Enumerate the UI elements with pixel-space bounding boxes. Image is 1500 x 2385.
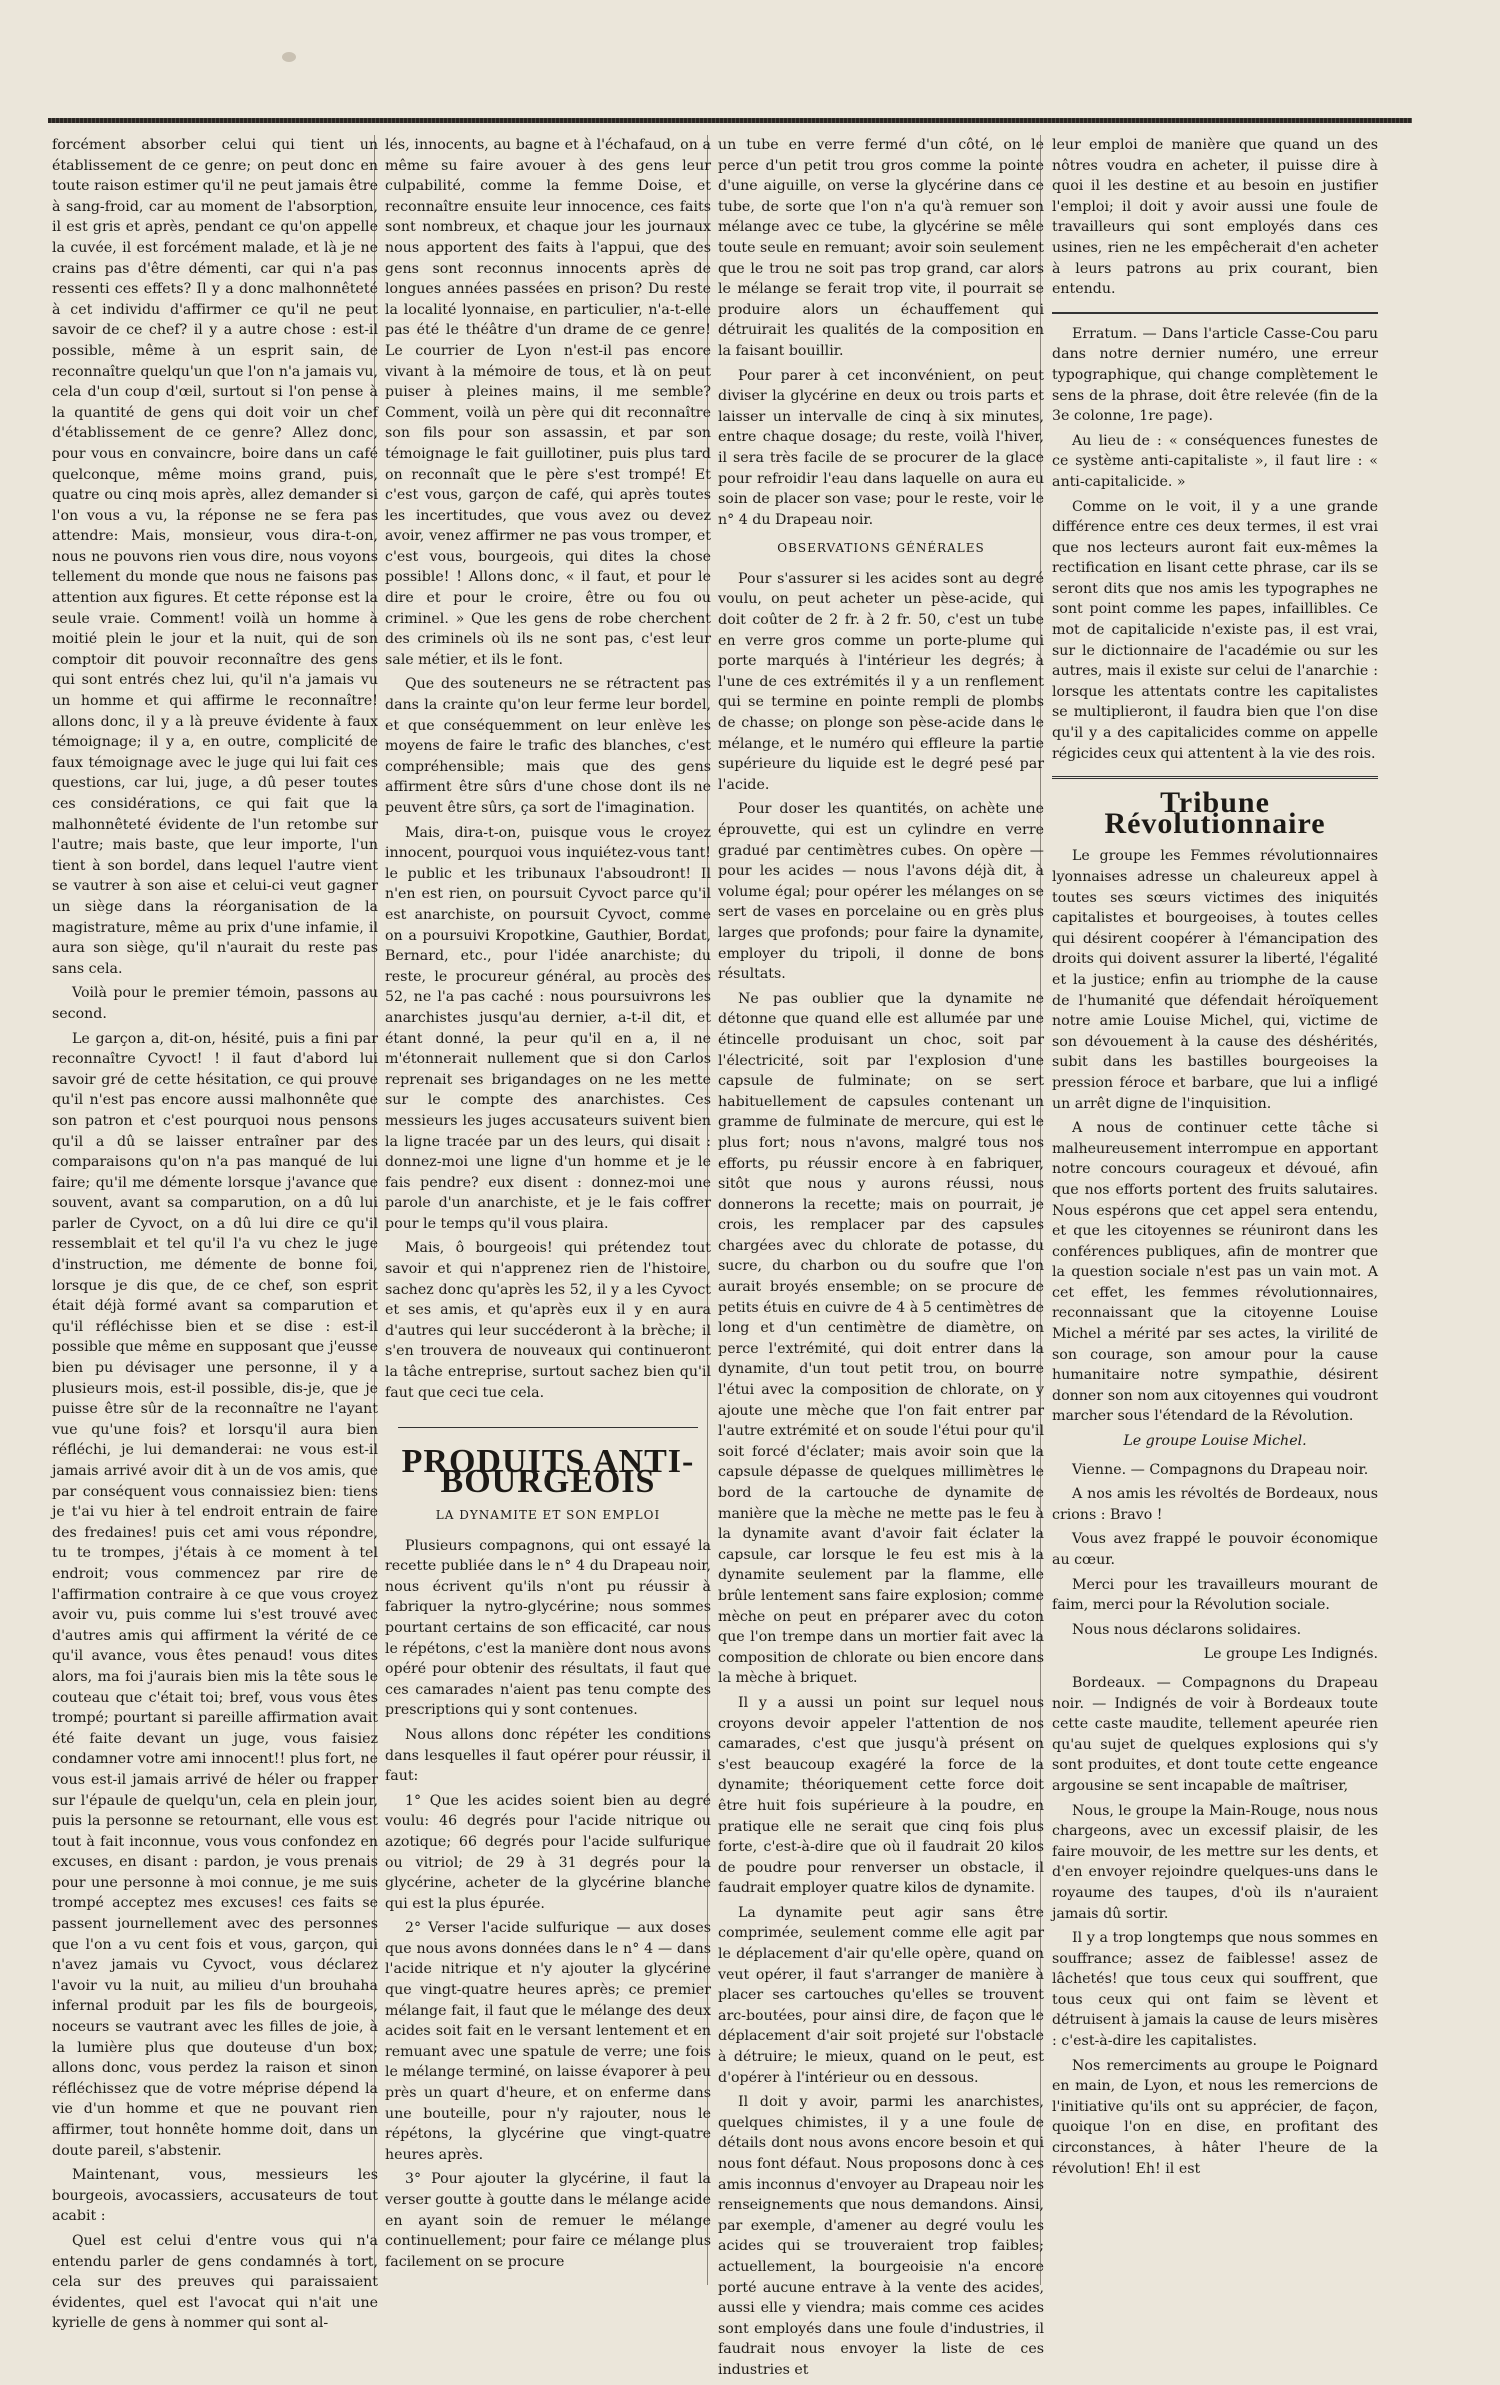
paragraph: Nos remerciments au groupe le Poignard en main, de Lyon, et nous les remercions de l'initiative qu'ils ont su apprécier, de façon, quoique l'on en dise, en profitant des circonstances, à hâter l'heure de la révolution! Eh! il est [1052,2057,1378,2177]
section-title-produits: PRODUITS ANTI-BOURGEOIS [401,1442,695,1501]
paragraph: lés, innocents, au bagne et à l'échafaud, on a même su faire avouer à des gens leur culpabilité, comme la femme Doise, et reconnaître ensuite leur innocence, ces faits sont nombreux, et chaque jour les journaux nous apportent des faits à l'appui, que des gens sont reconnus innocents après de longues années passées en prison? Du reste la localité lyonnaise, en particulier, n'a-t-elle pas été le théâtre d'un drame de ce genre! Le courrier de Lyon n'est-il pas encore vivant à la mémoire de tous, et là on peut puiser à pleines mains, il me semble? Comment, voilà un père qui dit reconnaître son fils pour son assassin, et par son témoignage le fait guillotiner, puis plus tard on reconnaît que le père s'est trompé! Et c'est vous, garçon de café, qui après toutes les incertitudes, que vous avez ou devez avoir, venez affirmer ne pas vous tromper, et c'est vous, bourgeois, qui dites la chose possible! ! Allons donc, « il faut, et pour le dire et pour le croire, être ou fou ou criminel. » Que les gens de robe cherchent des criminels où ils ne sont pas, c'est leur sale métier, et ils le font. [385,137,711,668]
paragraph: Il y a trop longtemps que nous sommes en souffrance; assez de faiblesse! assez de lâchetés! que tous ceux qui souffrent, que tous ceux qui ont faim se lèvent et détruisent à jamais la cause de leurs misères : c'est-à-dire les capitalistes. [1052,1930,1378,2050]
paragraph: 3° Pour ajouter la glycérine, il faut la verser goutte à goutte dans le mélange acide en ayant soin de remuer le mélange continuellement; pour faire ce mélange plus facilement on se procure [385,2171,711,2270]
section-title-tribune: Tribune Révolutionnaire [1104,786,1326,840]
page-stain [282,52,296,62]
section-subtitle: OBSERVATIONS GÉNÉRALES [777,541,985,556]
divider [1052,776,1378,779]
paragraph: Le garçon a, dit-on, hésité, puis a fini par reconnaître Cyvoct! ! il faut d'abord lui savoir gré de cette hésitation, ce qui prouve qu'il n'est pas encore aussi malhonnête que son patron et c'est pourquoi nous pensons qu'il a dû se laisser entraîner par des comparaisons qu'on n'a pas manqué de lui faire; qu'il me démente lorsque j'avance que souvent, avant sa comparution, on a dû lui parler de Cyvoct, on a dû lui dire ce qu'il ressemblait et tel qu'il l'a vu chez le juge d'instruction, me démente de bonne foi, lorsque je dis que, de ce chef, son esprit était déjà formé avant sa comparution et qu'il réfléchisse bien et se dise : est-il possible que même en supposant que j'eusse bien pu dévisager une personne, il y a plusieurs mois, est-il possible, dis-je, que je puisse être sûr de la reconnaître ne l'ayant vue qu'une fois? et lorsqu'il aura bien réfléchi, je lui demanderai: ne vous est-il jamais arrivé avoir dit à un de vos amis, que par conséquent vous connaissiez bien: tiens je t'ai vu hier à tel endroit entrain de faire des fredaines! puis cet ami vous répondre, tu te trompes, j'étais à ce moment à tel endroit; vous commencez par rire de l'affirmation contraire à ce que vous croyez avoir vu, puis comme lui s'est trouvé avec d'autres amis qui affirment la vérité de ce qu'il avance, vous êtes penaud! vous dites alors, ma foi j'aurais bien mis la tête sous le couteau que c'était toi; bref, vous vous êtes trompé; pourtant si pareille affirmation avait été faite devant un juge, vous faisiez condamner votre ami innocent!! plus fort, ne vous est-il jamais arrivé de héler ou frapper sur l'épaule de quelqu'un, cela en plein jour, puis la personne se retournant, elle vous est tout à fait inconnue, vous vous confondez en excuses, en disant : pardon, je vous prenais pour une personne à moi connue, je me suis trompé acceptez mes excuses! ces faits se passent journellement avec des personnes que l'on a vu cent fois et vous, garçon, qui n'avez jamais vu Cyvoct, vous déclarez l'avoir vu la nuit, au milieu d'un brouhaha infernal produit par les fils de bourgeois, noceurs se vautrant avec les filles de joie, à la lumière plus que douteuse d'un box; allons donc, vous perdez la raison et sinon réfléchissez que de votre méprise dépend la vie d'un homme et que ne pouvant rien affirmer, tout honnête homme doit, dans un doute pareil, s'abstenir. [52,1030,378,2159]
paragraph: Voilà pour le premier témoin, passons au second. [52,985,378,1022]
paragraph: Maintenant, vous, messieurs les bourgeois, avocassiers, accusateurs de tout acabit : [52,2167,378,2225]
paragraph: Pour s'assurer si les acides sont au degré voulu, on peut acheter un pèse-acide, qui doit coûter de 2 fr. à 2 fr. 50, c'est un tube en verre gros comme un porte-plume qui porte marqués à l'intérieur les degrés; à l'une de ces extrémités il y a un renflement qui se termine en pointe rempli de plombs de chasse; on plonge son pèse-acide dans le mélange, et le numéro qui effleure la partie supérieure du liquide est le degré pesé par l'acide. [718,570,1044,793]
paragraph: forcément absorber celui qui tient un établissement de ce genre; on peut donc en toute raison estimer qu'il ne peut jamais être à sang-froid, car au moment de l'absorption, il est gris et après, pendant ce qu'on appelle la cuvée, il est forcément malade, et là je ne crains pas d'être démenti, car qui n'a pas ressenti ces effets? Il y a donc malhonnêteté à cet individu d'affirmer ce qu'il ne peut savoir de ce chef? il y a autre chose : est-il possible, même à un esprit sain, de reconnaître quelqu'un que l'on n'a jamais vu, cela d'un coup d'œil, surtout si l'on pense à la quantité de gens qui doit voir un chef d'établissement de ce genre? Allez donc, pour vous en convaincre, boire dans un café quelconque, même moins grand, puis, quatre ou cinq mois après, allez demander si l'on vous a vu, la réponse ne se fera pas attendre: Mais, monsieur, vous dira-t-on, nous ne pouvons rien vous dire, nous voyons tellement du monde que nous ne faisons pas attention aux figures. Et cette réponse est la seule vraie. Comment! voilà un homme à moitié plein le jour et la nuit, qui de son comptoir dit pouvoir reconnaître des gens qui sont entrés chez lui, qu'il n'a jamais vu un homme et qui affirme le reconnaître! allons donc, il y a là preuve évidente à faux témoignage; il y a, en outre, complicité de faux témoignage avec le juge qui lui fait ces questions, car lui, juge, a dû peser toutes ces considérations, ce qui fait que la malhonnêteté évidente de l'un retombe sur l'autre; mais baste, que leur importe, l'un tient à son bordel, dans lequel l'autre vient se vautrer à son aise et celui-ci veut gagner un siège dans la réorganisation de la magistrature, même au prix d'une infamie, il aura son siège, qu'il n'aurait du reste pas sans cela. [52,137,378,977]
paragraph: A nos amis les révoltés de Bordeaux, nous crions : Bravo ! [1052,1486,1378,1523]
paragraph: Plusieurs compagnons, qui ont essayé la recette publiée dans le n° 4 du Drapeau noir, nous écrivent qu'ils n'ont pu réussir à fabriquer la nytro-glycérine; nous sommes pourtant certains de son efficacité, car nous le répétons, c'est la manière dont nous avons opéré pour obtenir des résultats, il faut que ces camarades n'aient pas tenu compte des prescriptions qui y sont contenues. [385,1537,711,1719]
paragraph: Nous nous déclarons solidaires. [1072,1621,1302,1638]
paragraph: Que des souteneurs ne se rétractent pas dans la crainte qu'on leur ferme leur bordel, et que conséquemment on leur enlève les moyens de faire le trafic des blanches, c'est compréhensible; mais que des gens affirment être sûrs d'une chose dont ils ne peuvent être sûrs, ça sort de l'imagination. [385,676,711,816]
divider [1052,312,1378,314]
erratum-paragraph: Erratum. — Dans l'article Casse-Cou paru dans notre dernier numéro, une erreur typographique, qui change complètement le sens de la phrase, doit être relevée (fin de la 3e colonne, 1re page). [1052,325,1378,425]
signature: Le groupe Louise Michel. [1123,1433,1307,1450]
column-3 [718,135,1044,2385]
paragraph: Il doit y avoir, parmi les anarchistes, quelques chimistes, il y a une foule de détails dont nous avons encore besoin et qui nous font défaut. Nous proposons donc à ces amis inconnus d'envoyer au Drapeau noir les renseignements que nous demandons. Ainsi, par exemple, d'amener au degré voulu les acides qui se trouveraient trop faibles; actuellement, la bourgeoisie n'a encore porté aucune entrave à la vente des acides, aussi elle y viendra; mais comme ces acides sont employés dans une foule d'industries, il faudrait nous envoyer la liste de ces industries et [718,2094,1044,2378]
paragraph: Au lieu de : « conséquences funestes de ce système anti-capitaliste », il faut lire : « anti-capitalicide. » [1052,432,1378,490]
paragraph: Quel est celui d'entre vous qui n'a entendu parler de gens condamnés à tort, cela sur des preuves qui paraissaient évidentes, quel est l'avocat qui n'ait une kyrielle de gens à nommer qui sont al- [52,2232,378,2332]
paragraph: Nous allons donc répéter les conditions dans lesquelles il faut opérer pour réussir, il faut: [385,1726,711,1785]
paragraph: Pour parer à cet inconvénient, on peut diviser la glycérine en deux ou trois parts et laisser un intervalle de cinq à six minutes, entre chaque dosage; du reste, voilà l'hiver, il sera très facile de se procurer de la glace pour refroidir l'eau dans laquelle on aura eu soin de placer son vase; pour le reste, voir le n° 4 du Drapeau noir. [718,367,1044,528]
paragraph: 1° Que les acides soient bien au degré voulu: 46 degrés pour l'acide nitrique ou azotique; 66 degrés pour l'acide sulfurique ou vitriol; de 29 à 31 degrés pour la glycérine, acheter de la glycérine blanche qui est la plus épurée. [385,1792,711,1912]
paragraph: un tube en verre fermé d'un côté, on le perce d'un petit trou gros comme la pointe d'une aiguille, on verse la glycérine dans ce tube, de sorte que l'on n'a qu'à remuer son mélange avec ce tube, la glycérine se mêle toute seule en remuant; avoir soin seulement que le trou ne soit pas trop grand, car alors le mélange se ferait trop vite, il pourrait se produire alors un échauffement qui détruirait les qualités de la composition en la faisant bouillir. [718,137,1044,359]
column-1 [52,135,378,2338]
section-subtitle: LA DYNAMITE ET SON EMPLOI [435,1508,661,1522]
column-2 [385,135,711,2276]
top-rule [48,118,1412,123]
paragraph: leur emploi de manière que quand un des nôtres voudra en acheter, il puisse dire à quoi il les destine et au besoin en justifier l'emploi; il doit y avoir aussi une foule de travailleurs qui sont employés dans ces usines, rien ne les empêcherait d'en acheter à leurs patrons au prix courant, bien entendu. [1052,137,1378,298]
paragraph: Mais, dira-t-on, puisque vous le croyez innocent, pourquoi vous inquiétez-vous tant! le public et les tribunaux l'absoudront! Il n'en est rien, on poursuit Cyvoct parce qu'il est anarchiste, on poursuit Cyvoct, comme on a poursuivi Kropotkine, Gauthier, Bordat, Bernard, etc., pour l'idée anarchiste; du reste, le procureur général, au procès des 52, ne l'a pas caché : nous poursuivrons les anarchistes jusqu'au dernier, a-t-il dit, et étant donné, la peur qu'il en a, il ne m'étonnerait nullement que si don Carlos reprenait ses brigandages on ne les mette sur le compte des anarchistes. Ces messieurs les juges accusateurs suivent bien la ligne tracée par un des leurs, qui disait : donnez-moi une ligne d'un homme et je le fais pendre? eux disent : donnez-moi une parole d'un anarchiste, et je le fais coffrer pour le temps qu'il vous plaira. [385,824,711,1232]
paragraph: Nous, le groupe la Main-Rouge, nous nous chargeons, avec un excessif plaisir, de les faire mouvoir, de les mettre sur les dents, et d'en envoyer rejoindre quelques-uns dans le royaume des taupes, d'où ils n'auraient jamais dû sortir. [1052,1802,1378,1922]
signature: Le groupe Les Indignés. [1203,1646,1378,1663]
paragraph: Pour doser les quantités, on achète une éprouvette, qui est un cylindre en verre gradué par centimètres cubes. On opère — pour les acides — nous l'avons déjà dit, à volume égal; pour opérer les mélanges on se sert de vases en porcelaine ou en grès plus larges que profonds; pour faire la dynamite, employer du tripoli, il donne de bons résultats. [718,801,1044,983]
ornament-divider [385,1417,711,1438]
paragraph: 2° Verser l'acide sulfurique — aux doses que nous avons données dans le n° 4 — dans l'acide nitrique et n'y ajouter la glycérine que vingt-quatre heures après; ce premier mélange fait, il faut que le mélange des deux acides soit fait en le versant lentement et en remuant avec une spatule de verre; une fois le mélange terminé, on laisse évaporer à peu près un quart d'heure, et on enferme dans une bouteille, pour n'y rajouter, nous le répétons, la glycérine que vingt-quatre heures après. [385,1920,711,2163]
paragraph: Vienne. — Compagnons du Drapeau noir. [1072,1461,1369,1478]
paragraph: La dynamite peut agir sans être comprimée, seulement comme elle agit par le déplacement d'air qu'elle opère, quand on veut opérer, il faut s'arranger de manière à placer ses cartouches qu'elles se trouvent arc-boutées, pour ainsi dire, de façon que le déplacement d'air soit projeté sur l'obstacle à détruire; le mieux, quand on le peut, est d'opérer à l'intérieur ou en dessous. [718,1904,1044,2086]
paragraph: Vous avez frappé le pouvoir économique au cœur. [1052,1531,1378,1568]
column-4 [1052,135,1378,2183]
paragraph: Mais, ô bourgeois! qui prétendez tout savoir et qui n'apprenez rien de l'histoire, sachez donc qu'après les 52, il y a les Cyvoct et ses amis, et qu'après eux il y en aura d'autres qui leur succéderont à la brèche; il s'en trouvera de nouveaux qui continueront la tâche entreprise, surtout sachez bien qu'il faut que ceci tue cela. [385,1240,711,1401]
paragraph: Merci pour les travailleurs mourant de faim, merci pour la Révolution sociale. [1052,1576,1378,1614]
paragraph: Comme on le voit, il y a une grande différence entre ces deux termes, il est vrai que nos lecteurs auront fait eux-mêmes la rectification en lisant cette phrase, car ils se seront dits que nos amis les typographes ne sont point comme les papes, infaillibles. Ce mot de capitalicide n'existe pas, il est vrai, sur le dictionnaire de l'académie ou sur les autres, mais il existe sur celui de l'anarchie : lorsque les attentats contre les capitalistes se multiplieront, il faudra bien que l'on dise qu'il y a des capitalicides comme on appelle régicides ceux qui attentent à la vie des rois. [1052,498,1378,762]
paragraph: Le groupe les Femmes révolutionnaires lyonnaises adresse un chaleureux appel à toutes ses sœurs victimes des iniquités capitalistes et bourgeoises, à toutes celles qui désirent coopérer à l'émancipation des droits qui doivent assurer la liberté, l'égalité et la justice; enfin au triomphe de la cause de l'humanité que défendait héroïquement notre amie Louise Michel, qui, victime de son dévouement à la cause des déshérités, subit dans les bastilles bourgeoises la pression féroce et barbare, que lui a infligé un arrêt digne de l'inquisition. [1052,848,1378,1112]
paragraph: Il y a aussi un point sur lequel nous croyons devoir appeler l'attention de nos camarades, c'est que jusqu'à présent on s'est beaucoup exagéré la force de la dynamite; théoriquement cette force doit être huit fois supérieure à la poudre, en pratique elle ne serait que cinq fois plus forte, c'est-à-dire que où il faudrait 20 kilos de poudre pour renverser un obstacle, il faudrait employer quatre kilos de dynamite. [718,1694,1044,1897]
paragraph: A nous de continuer cette tâche si malheureusement interrompue en apportant notre concours courageux et dévoué, afin que nos efforts portent des fruits salutaires. Nous espérons que cet appel sera entendu, et que les citoyennes se réuniront dans les conférences publiques, afin de montrer que la question sociale n'est pas un vain mot. A cet effet, les femmes révolutionnaires, reconnaissant que la citoyenne Louise Michel a mérité par ses actes, la virilité de son courage, son amour pour la cause humanitaire notre sympathie, désirent donner son nom aux citoyennes qui voudront marcher sous l'étendard de la Révolution. [1052,1120,1378,1425]
paragraph: Ne pas oublier que la dynamite ne détonne que quand elle est allumée par une étincelle produisant un choc, soit par l'électricité, soit par l'explosion d'une capsule de fulminate; on se sert habituellement de capsules contenant un gramme de fulminate de mercure, qui est le plus fort; nous n'avons, malgré tous nos efforts, pu réussir encore à en fabriquer, sitôt que nous y aurons réussi, nous donnerons la recette; mais on pourrait, je crois, les remplacer par des capsules chargées avec du chlorate de potasse, du sucre, du charbon ou du soufre que l'on aurait broyés ensemble; on se procure de petits étuis en cuivre de 4 à 5 centimètres de long et d'un centimètre de diamètre, on perce l'extrémité, qui doit entrer dans la dynamite, d'un tout petit trou, on bourre l'étui avec la composition de chlorate, on y ajoute une mèche que l'on fait entrer par l'autre extrémité et on soude l'étui pour qu'il soit forcé d'éclater; mais avoir soin que la capsule dépasse de quelques millimètres le bord de la cartouche de dynamite de manière que la mèche ne mette pas le feu à la dynamite avant d'avoir fait éclater la capsule, car lorsque le feu est mis à la dynamite seulement par la flamme, elle brûle lentement sans faire explosion; comme mèche on peut en préparer avec du coton que l'on trempe dans un mortier fait avec la composition de chlorate ou bien encore dans la mèche à briquet. [718,990,1044,1687]
paragraph: Bordeaux. — Compagnons du Drapeau noir. — Indignés de voir à Bordeaux toute cette caste maudite, tellement apeurée rien qu'au sujet de quelques explosions qui s'y sont produites, et dont toute cette engeance argousine se sent incapable de maîtriser, [1052,1674,1378,1794]
